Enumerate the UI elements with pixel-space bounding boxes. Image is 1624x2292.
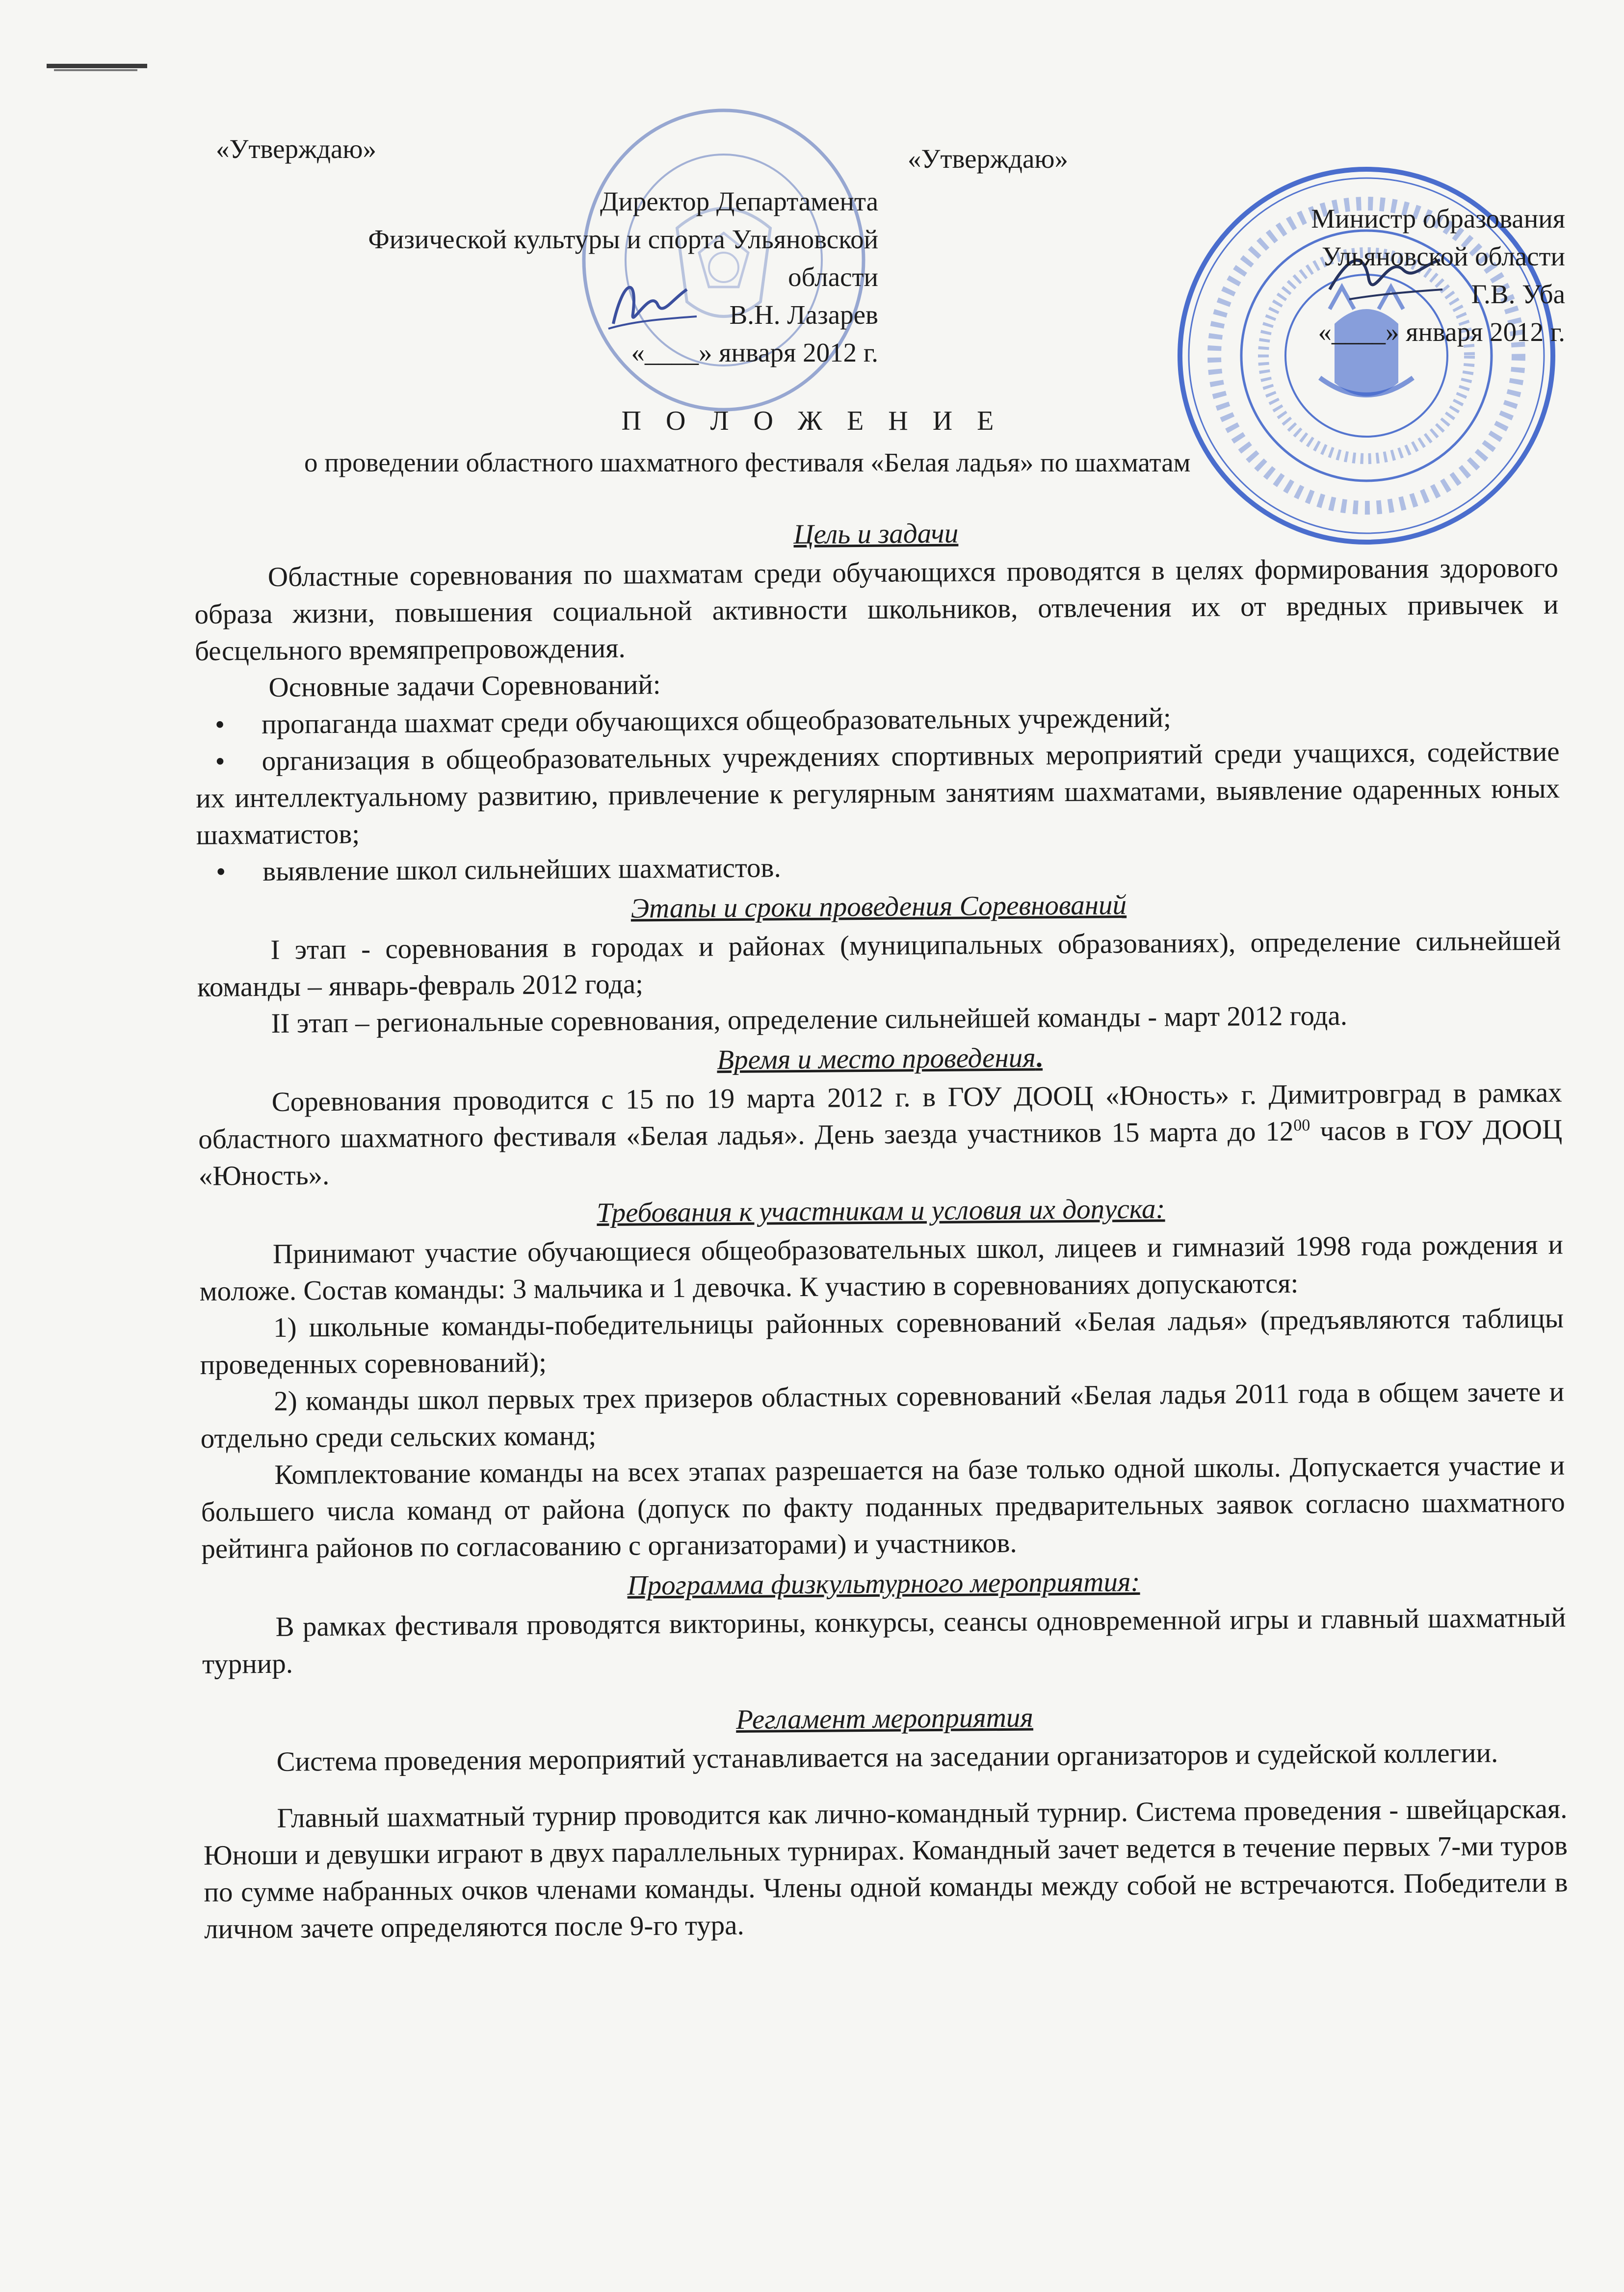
section-title-program: Программа физкультурного мероприятия: [627, 1566, 1140, 1601]
approval-header: «Утверждаю» [908, 144, 1069, 174]
list-item-text: выявление школ сильнейших шахматистов. [262, 852, 781, 887]
superscript: 00 [1293, 1116, 1310, 1135]
document-title: П О Л О Ж Е Н И Е [621, 406, 1003, 436]
bullet-mark: • [216, 856, 226, 887]
paragraph: Главный шахматный турнир проводится как лично-командный турнир. Система проведения - швейцарская. Юноши и девушки играют в двух параллельных турнирах. Командный зачет ведется в течение первых 7-ми туров по сумме набранных очков членами команды. Члены одной команды между собой не встречаются. Победители в личном зачете определяются после 9-го тура. [203, 1793, 1568, 1945]
approval-name: В.Н. Лазарев [729, 300, 878, 330]
paragraph: Комплектование команды на всех этапах разрешается на базе только одной школы. Допускается участие и большего числа команд от района (допуск по факту поданных предварительных заявок согласно шахматного рейтинга районов по согласованию с организаторами) и участников. [201, 1450, 1566, 1564]
paragraph-text: часов в ГОУ ДООЦ «Юность». [198, 1114, 1563, 1192]
paragraph: 2) команды школ первых трех призеров областных соревнований «Белая ладья 2011 года в общем зачете и отдельно среди сельских команд; [200, 1376, 1565, 1454]
section-title-text: Время и место проведения [717, 1042, 1036, 1076]
paragraph: Основные задачи Соревнований: [268, 669, 661, 703]
approval-block-right [908, 140, 1565, 351]
approval-date: «____» января 2012 г. [1318, 317, 1565, 347]
approval-date: «____» января 2012 г. [631, 338, 878, 367]
section-title-stages: Этапы и сроки проведения Соревнований [630, 889, 1127, 924]
list-item-text: пропаганда шахмат среди обучающихся общеобразовательных учреждений; [261, 702, 1172, 740]
paragraph: I этап - соревнования в городах и районах (муниципальных образованиях), определение сильнейшей команды – январь-февраль 2012 года; [197, 925, 1561, 1003]
approval-position: Директор Департамента [600, 186, 878, 216]
list-item-text: организация в общеобразовательных учреждениях спортивных мероприятий среди учащихся, содействие их интеллектуальному развитию, привлечение к регулярным занятиям шахматами, выявление одаренных юных шахматистов; [195, 736, 1560, 851]
paragraph: В рамках фестиваля проводятся викторины, конкурсы, сеансы одновременной игры и главный шахматный турнир. [202, 1602, 1566, 1680]
scan-edge-mark [47, 64, 147, 68]
section-title-regulation: Регламент мероприятия [735, 1702, 1034, 1735]
section-title-goals: Цель и задачи [793, 518, 959, 550]
approval-organization-cont: области [788, 262, 878, 292]
approval-block-left [206, 130, 878, 371]
approval-name: Г.В. Уба [1471, 279, 1565, 309]
section-title-requirements: Требования к участникам и условия их допуска: [597, 1193, 1165, 1229]
paragraph [198, 1074, 1563, 1195]
approval-organization: Физической культуры и спорта Ульяновской [368, 224, 878, 254]
bullet-mark: • [214, 709, 225, 740]
scan-edge-mark [54, 69, 137, 71]
paragraph-text: Соревнования проводится с 15 по 19 марта 2012 г. в ГОУ ДООЦ «Юность» г. Димитровград в рамках областного шахматного фестиваля «Белая ладья». День заезда участников 15 марта до 12 [198, 1077, 1562, 1155]
document-body [194, 508, 1568, 1948]
paragraph: II этап – региональные соревнования, определение сильнейшей команды - март 2012 года. [271, 1000, 1348, 1039]
approval-organization: Ульяновской области [1321, 241, 1565, 271]
document-subtitle: о проведении областного шахматного фестиваля «Белая ладья» по шахматам [304, 447, 1191, 477]
list-item [195, 733, 1560, 854]
paragraph: Принимают участие обучающиеся общеобразовательных школ, лицеев и гимназий 1998 года рождения и моложе. Состав команды: 3 мальчика и 1 девочка. К участию в соревнованиях допускаются: [199, 1229, 1564, 1307]
approval-position: Министр образования [1311, 204, 1565, 234]
paragraph: Областные соревнования по шахматам среди обучающихся проводятся в целях формирования здорового образа жизни, повышения социальной активности школьников, отвлечения их от вредных привычек и бесцельного времяпрепровождения. [194, 552, 1559, 667]
section-title-dot: . [1035, 1042, 1043, 1073]
approval-header: «Утверждаю» [216, 134, 377, 164]
paragraph: Система проведения мероприятий устанавливается на заседании организаторов и судейской коллегии. [276, 1737, 1498, 1777]
paragraph: 1) школьные команды-победительницы районных соревнований «Белая ладья» (предъявляются таблицы проведенных соревнований); [200, 1302, 1564, 1380]
bullet-mark: • [215, 746, 225, 777]
